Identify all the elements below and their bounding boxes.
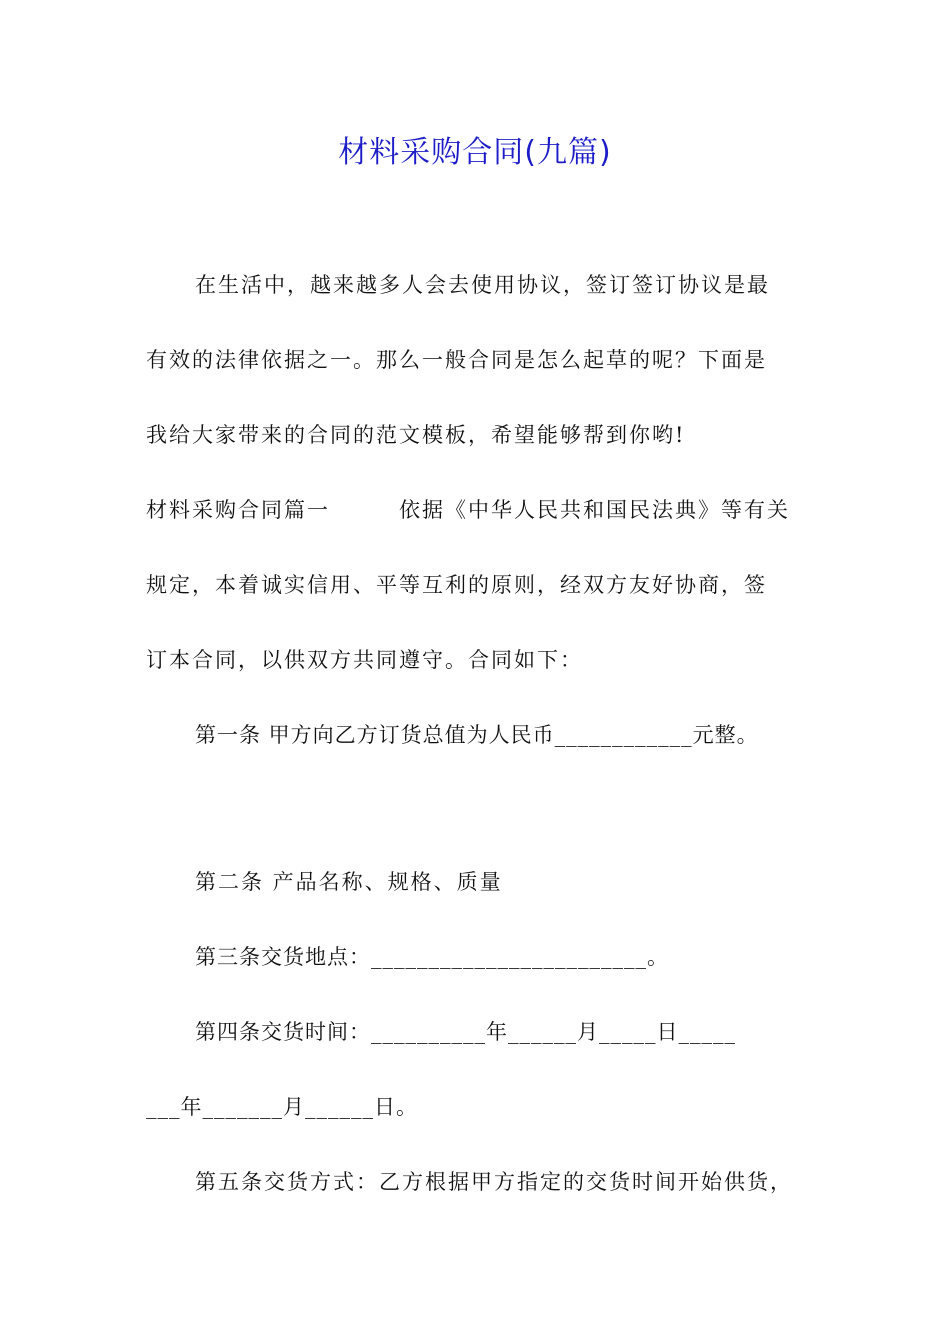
paragraph-line: 有效的法律依据之一。那么一般合同是怎么起草的呢？下面是 bbox=[146, 348, 767, 372]
paragraph-line: 订本合同，以供双方共同遵守。合同如下： bbox=[146, 648, 583, 672]
clause-line: 第三条交货地点：________________________。 bbox=[195, 945, 669, 969]
paragraph-line: 规定，本着诚实信用、平等互利的原则，经双方友好协商，签 bbox=[146, 573, 767, 597]
document-title: 材料采购合同(九篇) bbox=[338, 135, 612, 170]
paragraph-line: 在生活中，越来越多人会去使用协议，签订签订协议是最 bbox=[195, 273, 770, 297]
clause-line: ___年_______月______日。 bbox=[146, 1095, 418, 1119]
clause-line: 第一条 甲方向乙方订货总值为人民币____________元整。 bbox=[195, 723, 759, 747]
clause-line: 第二条 产品名称、规格、质量 bbox=[195, 870, 503, 894]
clause-line: 第四条交货时间：__________年______月_____日_____ bbox=[195, 1020, 736, 1044]
paragraph-line: 我给大家带来的合同的范文模板，希望能够帮到你哟! bbox=[146, 423, 686, 447]
paragraph-line: 材料采购合同篇一 依据《中华人民共和国民法典》等有关 bbox=[146, 498, 790, 522]
clause-line: 第五条交货方式：乙方根据甲方指定的交货时间开始供货， bbox=[195, 1170, 793, 1194]
